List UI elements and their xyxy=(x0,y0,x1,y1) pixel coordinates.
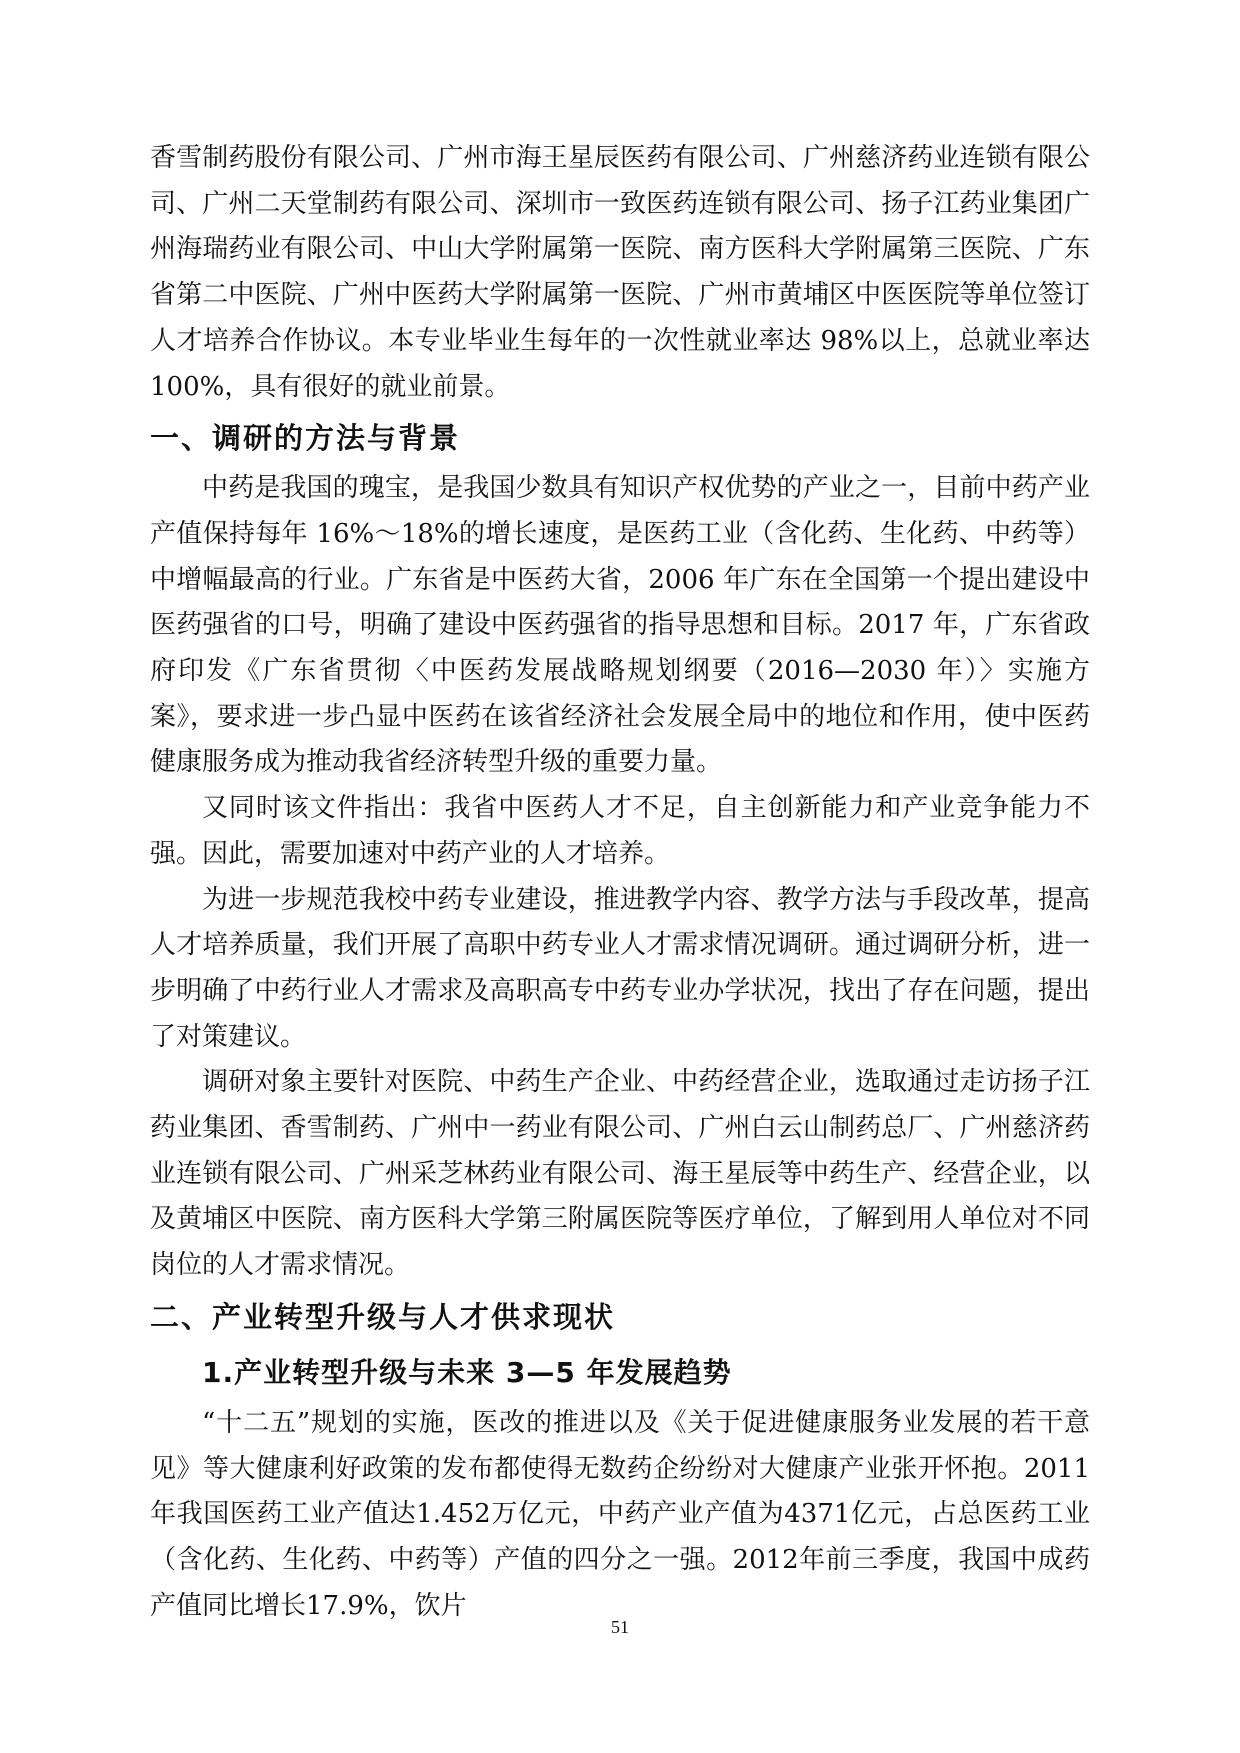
intro-paragraph: 香雪制药股份有限公司、广州市海王星辰医药有限公司、广州慈济药业连锁有限公司、广州二天堂制药有限公司、深圳市一致医药连锁有限公司、扬子江药业集团广州海瑞药业有限公司、中山大学附属第一医院、南方医科大学附属第三医院、广东省第二中医院、广州中医药大学附属第一医院、广州市黄埔区中医医院等单位签订人才培养合作协议。本专业毕业生每年的一次性就业率达 98%以上，总就业率达 100%，具有很好的就业前景。 xyxy=(150,143,1090,402)
section-1-paragraph-4: 调研对象主要针对医院、中药生产企业、中药经营企业，选取通过走访扬子江药业集团、香雪制药、广州中一药业有限公司、广州白云山制药总厂、广州慈济药业连锁有限公司、广州采芝林药业有限公司、海王星辰等中药生产、经营企业，以及黄埔区中医院、南方医科大学第三附属医院等医疗单位，了解到用人单位对不同岗位的人才需求情况。 xyxy=(150,1067,1090,1281)
section-1-heading: 一、调研的方法与背景 xyxy=(150,421,461,456)
section-2-heading: 二、产业转型升级与人才供求现状 xyxy=(150,1299,616,1334)
section-1-paragraph-3: 为进一步规范我校中药专业建设，推进教学内容、教学方法与手段改革，提高人才培养质量，我们开展了高职中药专业人才需求情况调研。通过调研分析，进一步明确了中药行业人才需求及高职高专中药专业办学状况，找出了存在问题，提出了对策建议。 xyxy=(150,884,1090,1052)
section-2-paragraph-1: “十二五”规划的实施，医改的推进以及《关于促进健康服务业发展的若干意见》等大健康利好政策的发布都使得无数药企纷纷对大健康产业张开怀抱。2011年我国医药工业产值达1.452万亿元，中药产业产值为4371亿元，占总医药工业（含化药、生化药、中药等）产值的四分之一强。2012年前三季度，我国中成药产值同比增长17.9%，饮片 xyxy=(150,1407,1090,1621)
section-2-subheading: 1.产业转型升级与未来 3—5 年发展趋势 xyxy=(202,1355,732,1389)
section-1-paragraph-2: 又同时该文件指出：我省中医药人才不足，自主创新能力和产业竞争能力不强。因此，需要加速对中药产业的人才培养。 xyxy=(150,793,1090,869)
page-number: 51 xyxy=(611,1617,629,1637)
page-content xyxy=(150,136,1090,1629)
section-1-paragraph-1: 中药是我国的瑰宝，是我国少数具有知识产权优势的产业之一，目前中药产业产值保持每年 16%～18%的增长速度，是医药工业（含化药、生化药、中药等）中增幅最高的行业。广东省是中医药大省，2006 年广东在全国第一个提出建设中医药强省的口号，明确了建设中医药强省的指导思想和目标。2017 年，广东省政府印发《广东省贯彻〈中医药发展战略规划纲要（2016—2030 年）〉实施方案》，要求进一步凸显中医药在该省经济社会发展全局中的地位和作用，使中医药健康服务成为推动我省经济转型升级的重要力量。 xyxy=(150,473,1090,778)
